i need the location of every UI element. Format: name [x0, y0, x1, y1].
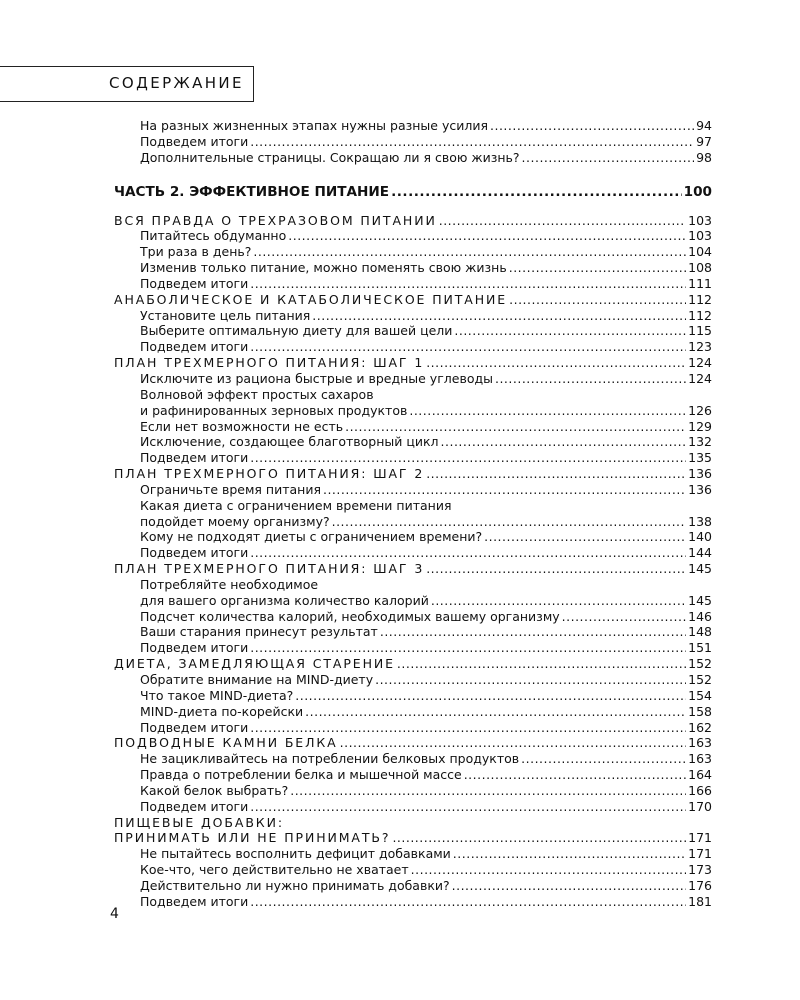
toc-entry-page: 135	[688, 450, 712, 466]
toc-entry-page: 162	[688, 719, 712, 735]
toc-entry-page: 124	[688, 355, 712, 371]
dot-leader	[441, 434, 687, 450]
toc-entry-page: 136	[688, 466, 712, 482]
dot-leader	[253, 244, 686, 260]
page-number: 4	[110, 906, 119, 922]
toc-entry-page: 98	[696, 149, 712, 165]
toc-entry-page: 112	[688, 307, 712, 323]
toc-entry-page: 123	[688, 339, 712, 355]
toc-chapter-entry[interactable]	[114, 292, 712, 308]
toc-section-entry[interactable]	[114, 577, 712, 593]
toc-entry-page: 166	[688, 782, 712, 798]
dot-leader	[250, 276, 686, 292]
toc-section-entry[interactable]	[114, 878, 712, 894]
dot-leader	[250, 720, 686, 736]
dot-leader	[562, 609, 686, 625]
toc-entry-title: Кому не подходят диеты с ограничением времени?	[140, 529, 483, 545]
toc-entry-page: 163	[688, 751, 712, 767]
toc-entry-page: 129	[688, 418, 712, 434]
toc-section-entry[interactable]	[114, 387, 712, 403]
toc-section-entry[interactable]	[114, 688, 712, 704]
toc-section-entry[interactable]	[114, 339, 712, 355]
toc-part-entry[interactable]	[114, 180, 712, 204]
toc-section-entry[interactable]	[114, 482, 712, 498]
toc-entry-page: 145	[688, 561, 712, 577]
toc-entry-title: и рафинированных зерновых продуктов	[140, 402, 408, 418]
toc-entry-page: 163	[688, 735, 712, 751]
toc-section-entry[interactable]	[114, 767, 712, 783]
toc-entry-title: ПЛАН ТРЕХМЕРНОГО ПИТАНИЯ: ШАГ 2	[114, 466, 425, 482]
page-title: СОДЕРЖАНИЕ	[109, 74, 244, 92]
toc-entry-page: 126	[688, 402, 712, 418]
toc-entry-title: На разных жизненных этапах нужны разные усилия	[140, 118, 488, 133]
toc-section-entry[interactable]	[114, 640, 712, 656]
toc-section-entry[interactable]	[114, 545, 712, 561]
toc-entry-page: 152	[688, 656, 712, 672]
toc-entry-title: Изменив только питание, можно поменять свою жизнь	[140, 260, 507, 276]
toc-entry-title: ПЛАН ТРЕХМЕРНОГО ПИТАНИЯ: ШАГ 3	[114, 561, 425, 577]
toc-entry-page: 115	[688, 323, 712, 339]
toc-entry-title: Правда о потреблении белка и мышечной массе	[140, 767, 462, 783]
toc-section-entry[interactable]	[114, 434, 712, 450]
toc-section-entry[interactable]	[114, 228, 712, 244]
dot-leader	[411, 862, 686, 878]
toc-chapter-entry[interactable]	[114, 815, 712, 831]
toc-section-entry[interactable]	[114, 419, 712, 435]
toc-entry-page: 146	[688, 608, 712, 624]
toc-entry-page: 154	[688, 687, 712, 703]
toc-entry-page: 171	[688, 830, 712, 846]
toc-section-entry[interactable]	[114, 150, 712, 166]
dot-leader	[340, 735, 687, 751]
dot-leader	[521, 751, 686, 767]
toc-section-entry[interactable]	[114, 371, 712, 387]
toc-chapter-entry[interactable]	[114, 561, 712, 577]
dot-leader	[439, 213, 686, 229]
toc-section-entry[interactable]	[114, 862, 712, 878]
toc-chapter-entry[interactable]	[114, 213, 712, 229]
dot-leader	[323, 482, 686, 498]
toc-section-entry[interactable]	[114, 260, 712, 276]
toc-chapter-entry[interactable]	[114, 830, 712, 846]
dot-leader	[495, 371, 686, 387]
toc-entry-title: MIND-диета по-корейски	[140, 703, 304, 719]
toc-chapter-entry[interactable]	[114, 656, 712, 672]
toc-entry-title: Выберите оптимальную диету для вашей цели	[140, 323, 453, 339]
toc-entry-page: 103	[688, 212, 712, 228]
toc-entry-title: Не пытайтесь восполнить дефицит добавками	[140, 846, 451, 862]
toc-entry-title: ПРИНИМАТЬ ИЛИ НЕ ПРИНИМАТЬ?	[114, 830, 391, 846]
toc-entry-title: Исключение, создающее благотворный цикл	[140, 434, 439, 450]
toc-entry-title: Не зацикливайтесь на потреблении белковых продуктов	[140, 751, 520, 767]
dot-leader	[375, 672, 686, 688]
dot-leader	[426, 355, 686, 371]
toc-section-entry[interactable]	[114, 244, 712, 260]
dot-leader	[397, 656, 686, 672]
toc-entry-page: 144	[688, 545, 712, 561]
dot-leader	[509, 260, 686, 276]
toc-entry-page: 104	[688, 244, 712, 260]
toc-section-entry[interactable]	[114, 783, 712, 799]
dot-leader	[454, 323, 686, 339]
toc-entry-page: 124	[688, 370, 712, 386]
toc-section-entry[interactable]	[114, 846, 712, 862]
dot-leader	[250, 640, 686, 656]
toc-section-entry[interactable]	[114, 672, 712, 688]
toc-entry-page: 132	[688, 434, 712, 450]
toc-entry-page: 111	[688, 275, 712, 291]
dot-leader	[392, 830, 686, 846]
dot-leader	[452, 878, 687, 894]
toc-section-entry[interactable]	[114, 276, 712, 292]
dot-leader	[431, 593, 686, 609]
toc-entry-title: подойдет моему организму?	[140, 513, 330, 529]
toc-entry-page: 171	[688, 846, 712, 862]
toc-section-entry[interactable]	[114, 720, 712, 736]
toc-entry-page: 140	[688, 529, 712, 545]
toc-section-entry[interactable]	[114, 624, 712, 640]
toc-entry-title: Что такое MIND-диета?	[140, 687, 294, 703]
toc-entry-page: 181	[688, 893, 712, 909]
dot-leader	[250, 134, 694, 150]
toc-entry-title: Если нет возможности не есть	[140, 418, 344, 434]
dot-leader	[332, 514, 687, 530]
toc-chapter-entry[interactable]	[114, 735, 712, 751]
toc-chapter-entry[interactable]	[114, 466, 712, 482]
toc-section-entry[interactable]	[114, 529, 712, 545]
toc-entry-page: 94	[696, 118, 712, 133]
toc-entry-page: 136	[688, 481, 712, 497]
toc-chapter-entry[interactable]	[114, 355, 712, 371]
toc-section-entry[interactable]	[114, 751, 712, 767]
dot-leader	[464, 767, 686, 783]
toc-entry-title: Обратите внимание на MIND-диету	[140, 672, 374, 687]
toc-entry-title: Подведем итоги	[140, 640, 249, 656]
toc-entry-title: ПИЩЕВЫЕ ДОБАВКИ:	[114, 814, 284, 830]
dot-leader	[250, 799, 686, 815]
toc-entry-page: 158	[688, 703, 712, 719]
toc-entry-title: Ограничьте время питания	[140, 481, 321, 497]
dot-leader	[426, 466, 686, 482]
toc-entry-page: 152	[688, 672, 712, 687]
toc-entry-page: 100	[683, 183, 712, 200]
toc-entry-page: 108	[688, 260, 712, 276]
dot-leader	[250, 545, 686, 561]
toc-entry-title: ПОДВОДНЫЕ КАМНИ БЕЛКА	[114, 735, 338, 751]
toc-entry-title: для вашего организма количество калорий	[140, 592, 429, 608]
dot-leader	[250, 450, 686, 466]
toc-entry-title: Какой белок выбрать?	[140, 782, 289, 798]
toc-section-entry[interactable]	[114, 799, 712, 815]
toc-entry-title: Три раза в день?	[140, 244, 252, 260]
toc-entry-title: ДИЕТА, ЗАМЕДЛЯЮЩАЯ СТАРЕНИЕ	[114, 656, 395, 672]
dot-leader	[345, 419, 686, 435]
toc-section-entry[interactable]	[114, 403, 712, 419]
toc-section-entry[interactable]	[114, 450, 712, 466]
toc-entry-title: Какая диета с ограничением времени питания	[140, 497, 452, 513]
toc-entry-title: АНАБОЛИЧЕСКОЕ И КАТАБОЛИЧЕСКОЕ ПИТАНИЕ	[114, 291, 508, 307]
toc-section-entry[interactable]	[114, 894, 712, 910]
toc-entry-title: Дополнительные страницы. Сокращаю ли я свою жизнь?	[140, 149, 520, 165]
dot-leader	[426, 561, 686, 577]
toc-entry-title: Волновой эффект простых сахаров	[140, 386, 374, 402]
dot-leader	[312, 308, 686, 324]
toc-section-entry[interactable]	[114, 704, 712, 720]
toc-entry-page: 138	[688, 513, 712, 529]
toc-entry-title: ПЛАН ТРЕХМЕРНОГО ПИТАНИЯ: ШАГ 1	[114, 355, 425, 371]
toc-entry-page: 164	[688, 767, 712, 783]
toc-section-entry[interactable]	[114, 308, 712, 324]
toc-entry-title: Подведем итоги	[140, 275, 249, 291]
toc-section-entry[interactable]	[114, 609, 712, 625]
toc-section-entry[interactable]	[114, 593, 712, 609]
toc-entry-title: Подведем итоги	[140, 893, 249, 909]
toc-entry-title: Подведем итоги	[140, 719, 249, 735]
dot-leader	[250, 339, 686, 355]
toc-entry-page: 170	[688, 798, 712, 814]
dot-leader	[490, 118, 694, 134]
toc-entry-title: ЧАСТЬ 2. ЭФФЕКТИВНОЕ ПИТАНИЕ	[114, 183, 390, 200]
dot-leader	[288, 228, 686, 244]
dot-leader	[509, 292, 686, 308]
dot-leader	[290, 783, 686, 799]
dot-leader	[409, 403, 686, 419]
dot-leader	[484, 529, 686, 545]
dot-leader	[295, 688, 686, 704]
toc-section-entry[interactable]	[114, 498, 712, 514]
toc-entry-title: Подведем итоги	[140, 450, 249, 466]
toc-entry-page: 151	[688, 640, 712, 656]
toc-entry-page: 97	[696, 133, 712, 149]
dot-leader	[391, 180, 682, 204]
toc-entry-title: Действительно ли нужно принимать добавки?	[140, 877, 450, 893]
toc-entry-title: Подведем итоги	[140, 545, 249, 561]
toc-entry-page: 173	[688, 862, 712, 878]
dot-leader	[305, 704, 686, 720]
toc-entry-page: 148	[688, 624, 712, 640]
toc-entry-title: Питайтесь обдуманно	[140, 228, 287, 244]
toc-section-entry[interactable]	[114, 514, 712, 530]
toc-entry-title: Кое-что, чего действительно не хватает	[140, 862, 409, 878]
table-of-contents	[114, 118, 712, 910]
toc-entry-page: 145	[688, 592, 712, 608]
toc-entry-page: 112	[688, 291, 712, 307]
dot-leader	[250, 894, 686, 910]
toc-entry-title: Установите цель питания	[140, 307, 311, 323]
toc-entry-title: Подведем итоги	[140, 798, 249, 814]
toc-entry-title: Потребляйте необходимое	[140, 576, 319, 592]
dot-leader	[522, 150, 695, 166]
toc-entry-title: Подведем итоги	[140, 133, 249, 149]
toc-entry-title: Подсчет количества калорий, необходимых вашему организму	[140, 608, 560, 624]
dot-leader	[380, 624, 686, 640]
toc-entry-title: Ваши старания принесут результат	[140, 624, 378, 640]
toc-section-entry[interactable]	[114, 134, 712, 150]
toc-entry-title: ВСЯ ПРАВДА О ТРЕХРАЗОВОМ ПИТАНИИ	[114, 212, 437, 228]
dot-leader	[453, 846, 686, 862]
toc-entry-page: 103	[688, 228, 712, 244]
toc-entry-title: Исключите из рациона быстрые и вредные углеводы	[140, 370, 493, 386]
toc-section-entry[interactable]	[114, 323, 712, 339]
toc-section-entry[interactable]	[114, 118, 712, 134]
toc-entry-page: 176	[688, 877, 712, 893]
toc-entry-title: Подведем итоги	[140, 339, 249, 355]
